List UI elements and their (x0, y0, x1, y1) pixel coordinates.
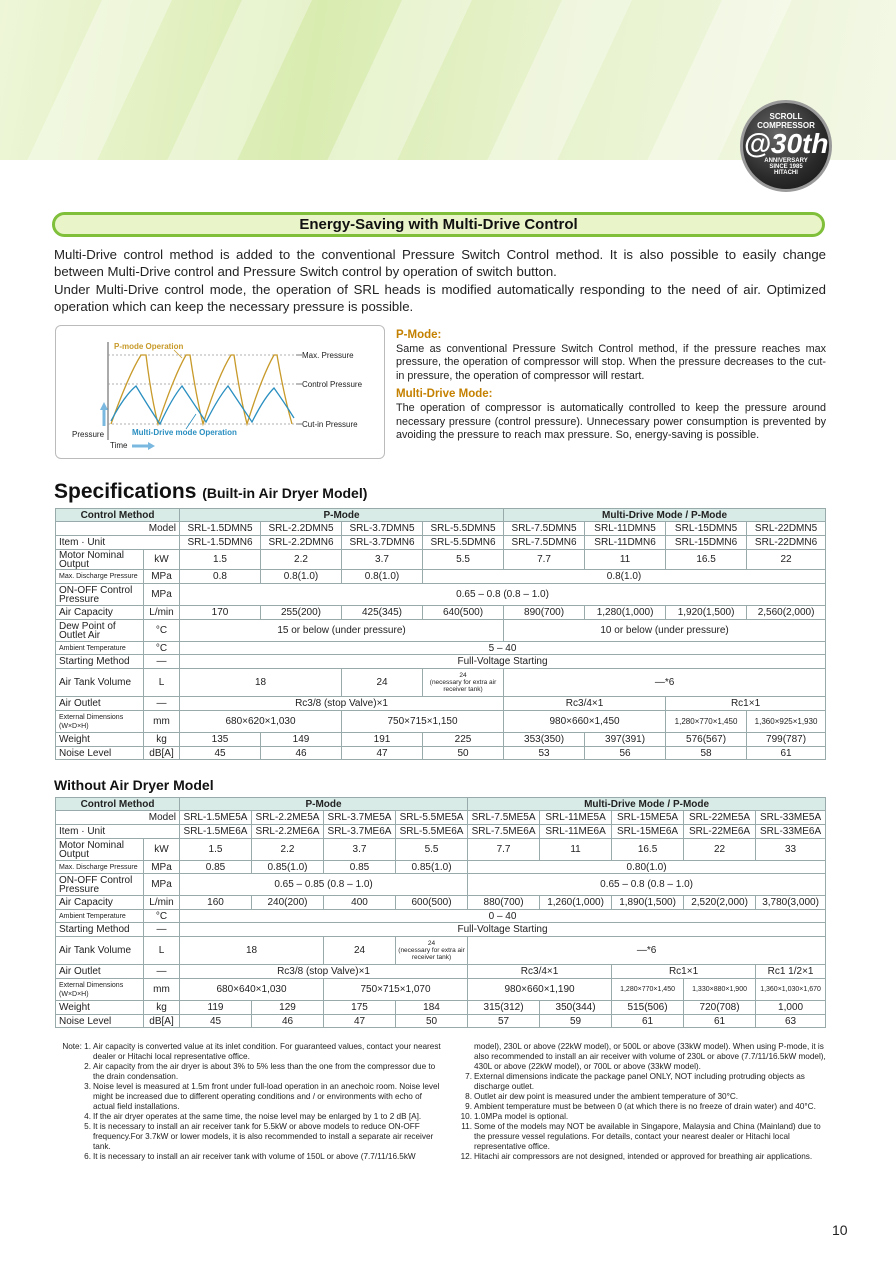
table-cell: SRL-1.5ME5A (180, 811, 252, 825)
spec-table-without-dryer (55, 797, 826, 1028)
mode-descriptions (396, 329, 826, 443)
table-cell: 750×715×1,150 (342, 711, 504, 733)
table-cell: 18 (180, 669, 342, 697)
note-item: 6. It is necessary to install an air receiver tank with volume of 150L or above (7.7/11/16.5kW (84, 1152, 416, 1161)
table-cell: Full-Voltage Starting (180, 923, 826, 937)
intro-text (54, 246, 826, 316)
table-cell: 16.5 (666, 550, 747, 570)
table-cell: 24 (necessary for extra air receiver tank) (396, 937, 468, 965)
table-cell: 680×640×1,030 (180, 979, 324, 1001)
table-cell: Item · Unit (56, 825, 180, 839)
table-cell: 1,890(1,500) (612, 896, 684, 910)
table-cell: 61 (612, 1015, 684, 1028)
table-row (56, 1015, 826, 1028)
table-cell: Rc3/4×1 (468, 965, 612, 979)
table-cell: Weight (56, 733, 144, 747)
table-cell: 10 or below (under pressure) (504, 620, 826, 642)
table-row (56, 811, 826, 825)
table-cell: kg (144, 733, 180, 747)
table-cell: SRL-5.5ME5A (396, 811, 468, 825)
notes-right (436, 1042, 826, 1162)
table-cell: SRL-22ME6A (684, 825, 756, 839)
table-cell: SRL-5.5ME6A (396, 825, 468, 839)
table-cell: 1,280(1,000) (585, 606, 666, 620)
table-cell: Noise Level (56, 747, 144, 760)
table-cell: 50 (396, 1015, 468, 1028)
table-row (56, 965, 826, 979)
table-cell: —*6 (504, 669, 826, 697)
table-row (56, 937, 826, 965)
table-cell: Rc3/8 (stop Valve)×1 (180, 965, 468, 979)
table-cell: SRL-7.5ME5A (468, 811, 540, 825)
table-row (56, 861, 826, 874)
note-item: model), 230L or above (22kW model), or 500L or above (33kW model). When using P-mode, it is also recommended to install an air receiver with volume of 230L or above (7.7/11/16.5kW model), 430L or above (22kW model), or 700L or above (33kW model). (474, 1042, 826, 1071)
table-row (56, 979, 826, 1001)
table-cell: L (144, 669, 180, 697)
table-cell: 720(708) (684, 1001, 756, 1015)
table-cell: 5 – 40 (180, 642, 826, 655)
table-cell: 170 (180, 606, 261, 620)
table-cell: Rc1 1/2×1 (756, 965, 826, 979)
table-cell: kg (144, 1001, 180, 1015)
table-row (56, 896, 826, 910)
table-cell: 2.2 (252, 839, 324, 861)
pmode-title: P-Mode: (396, 329, 442, 341)
note-item: 5. It is necessary to install an air receiver tank for 5.5kW or above models to reduce ON-OFF frequency.For 3.7kW or lower models, it is also recommended to install a separate air receiver tank. (84, 1122, 434, 1151)
table-cell: Noise Level (56, 1015, 144, 1028)
table-cell: 1,280×770×1,450 (612, 979, 684, 1001)
table-cell: MPa (144, 874, 180, 896)
table-row (56, 642, 826, 655)
table-cell: 640(500) (423, 606, 504, 620)
table-cell: SRL-2.2ME6A (252, 825, 324, 839)
table-cell: 890(700) (504, 606, 585, 620)
table-cell: Ambient Temperature (56, 910, 144, 923)
table-row (56, 669, 826, 697)
table-cell: dB[A] (144, 747, 180, 760)
table-row (56, 1001, 826, 1015)
table-cell: Air Outlet (56, 697, 144, 711)
table-cell: 0.65 – 0.85 (0.8 – 1.0) (180, 874, 468, 896)
table-cell: 255(200) (261, 606, 342, 620)
table-cell: SRL-3.7ME6A (324, 825, 396, 839)
table-cell: Dew Point of Outlet Air (56, 620, 144, 642)
cutin-pressure-label: Cut-in Pressure (302, 420, 358, 429)
table-cell: 0.65 – 0.8 (0.8 – 1.0) (180, 584, 826, 606)
table-row (56, 839, 826, 861)
table-row (56, 522, 826, 536)
table-cell: ON-OFF Control Pressure (56, 584, 144, 606)
table-cell: 1,360×925×1,930 (747, 711, 826, 733)
table-cell: SRL-11ME6A (540, 825, 612, 839)
table-cell: 119 (180, 1001, 252, 1015)
table-cell: SRL-7.5DMN5 (504, 522, 585, 536)
table-cell: 22 (684, 839, 756, 861)
table-cell: Item · Unit (56, 536, 180, 550)
table-cell: 184 (396, 1001, 468, 1015)
table-cell: Motor Nominal Output (56, 839, 144, 861)
table-cell: SRL-2.2ME5A (252, 811, 324, 825)
table-cell: 2.2 (261, 550, 342, 570)
table-cell: 33 (756, 839, 826, 861)
table-cell: 5.5 (423, 550, 504, 570)
table-cell: L/min (144, 606, 180, 620)
table-cell: 980×660×1,190 (468, 979, 612, 1001)
table-cell: mm (144, 711, 180, 733)
control-pressure-label: Control Pressure (302, 380, 363, 389)
table-cell: 225 (423, 733, 504, 747)
note-item: 9. Ambient temperature must be between 0 (at which there is no freeze of drain water) and 40°C. (465, 1102, 816, 1111)
table-row (56, 606, 826, 620)
table-cell: Motor Nominal Output (56, 550, 144, 570)
table-cell: Rc1×1 (612, 965, 756, 979)
table-cell: 63 (756, 1015, 826, 1028)
note-item: 12. Hitachi air compressors are not designed, intended or approved for breathing air applications. (460, 1152, 813, 1161)
table-row (56, 910, 826, 923)
note-item: 7. External dimensions indicate the package panel ONLY, NOT including protruding objects as discharge outlet. (465, 1072, 805, 1091)
table-cell: kW (144, 839, 180, 861)
table-cell: Control Method (56, 798, 180, 811)
table-cell: 24 (necessary for extra air receiver tank) (423, 669, 504, 697)
table-cell: 46 (252, 1015, 324, 1028)
table-cell: 59 (540, 1015, 612, 1028)
table-cell: 315(312) (468, 1001, 540, 1015)
table-cell: 61 (684, 1015, 756, 1028)
table-cell: 0.65 – 0.8 (0.8 – 1.0) (468, 874, 826, 896)
multidrive-text: The operation of compressor is automatically controlled to keep the pressure around necessary pressure (control pressure). Unnecessary power consumption is prevented by avoiding the pressure to reach max pressure. So, energy-saving is possible. (396, 401, 826, 442)
table-cell: SRL-3.7DMN6 (342, 536, 423, 550)
pressure-graph (55, 325, 385, 459)
table-cell: 1.5 (180, 550, 261, 570)
table-row (56, 570, 826, 584)
table-cell: SRL-33ME6A (756, 825, 826, 839)
time-axis-label: Time (110, 441, 128, 450)
table-cell: Air Capacity (56, 606, 144, 620)
table-cell: mm (144, 979, 180, 1001)
table-cell: 18 (180, 937, 324, 965)
table-cell: 880(700) (468, 896, 540, 910)
table-cell: 1,260(1,000) (540, 896, 612, 910)
table-cell: Rc3/8 (stop Valve)×1 (180, 697, 504, 711)
table-cell: SRL-3.7ME5A (324, 811, 396, 825)
table-cell: SRL-2.2DMN5 (261, 522, 342, 536)
spec-table-built-in-dryer (55, 508, 826, 760)
table-cell: SRL-15DMN5 (666, 522, 747, 536)
table-cell: SRL-1.5DMN6 (180, 536, 261, 550)
table-cell: 0.8(1.0) (423, 570, 826, 584)
table-cell: 45 (180, 1015, 252, 1028)
table-cell: Air Tank Volume (56, 669, 144, 697)
table-cell: 0.8(1.0) (342, 570, 423, 584)
pmode-operation-label: P-mode Operation (114, 342, 184, 351)
table-cell: SRL-5.5DMN5 (423, 522, 504, 536)
table-cell: 680×620×1,030 (180, 711, 342, 733)
table-cell: Full-Voltage Starting (180, 655, 826, 669)
pmode-text: Same as conventional Pressure Switch Control method, if the pressure reaches max pressure, the operation of compressor will stop. When the pressure decreases to the cut-in pressure, the operation of compressor will restart. (396, 342, 826, 382)
table-cell: Air Outlet (56, 965, 144, 979)
table-cell: SRL-1.5ME6A (180, 825, 252, 839)
table-cell: °C (144, 910, 180, 923)
table-cell: Ambient Temperature (56, 642, 144, 655)
table-cell: Rc1×1 (666, 697, 826, 711)
notes-left (55, 1042, 445, 1162)
table-cell: SRL-3.7DMN5 (342, 522, 423, 536)
table-cell: SRL-22DMN5 (747, 522, 826, 536)
table-cell: Model (56, 522, 180, 536)
table-row (56, 550, 826, 570)
intro-paragraph-1: Multi-Drive control method is added to the conventional Pressure Switch Control method. It is also possible to easily change between Multi-Drive control and Pressure Switch control by operation of switch button. (54, 247, 826, 280)
note-item: 10. 1.0MPa model is optional. (460, 1112, 569, 1121)
table-row (56, 825, 826, 839)
table-row (56, 509, 826, 522)
table-row (56, 798, 826, 811)
table-cell: SRL-22DMN6 (747, 536, 826, 550)
table-cell: Multi-Drive Mode / P-Mode (504, 509, 826, 522)
note-item: 2. Air capacity from the air dryer is about 3% to 5% less than the one from the compressor due to the drain condensation. (84, 1062, 436, 1081)
table-cell: 11 (585, 550, 666, 570)
table-cell: 0.85 (324, 861, 396, 874)
table-row (56, 874, 826, 896)
table-cell: Max. Discharge Pressure (56, 861, 144, 874)
table-cell: 5.5 (396, 839, 468, 861)
table-row (56, 536, 826, 550)
table-cell: 0.8 (180, 570, 261, 584)
table-cell: 1,280×770×1,450 (666, 711, 747, 733)
table-cell: SRL-11DMN5 (585, 522, 666, 536)
table-cell: External Dimensions (W×D×H) (56, 979, 144, 1001)
table-cell: 175 (324, 1001, 396, 1015)
table-cell: 425(345) (342, 606, 423, 620)
table-cell: Starting Method (56, 923, 144, 937)
table-cell: 3,780(3,000) (756, 896, 826, 910)
table-cell: 515(506) (612, 1001, 684, 1015)
table-cell: 353(350) (504, 733, 585, 747)
table-cell: °C (144, 620, 180, 642)
table-cell: Max. Discharge Pressure (56, 570, 144, 584)
table-cell: Starting Method (56, 655, 144, 669)
table-cell: 61 (747, 747, 826, 760)
table-cell: 240(200) (252, 896, 324, 910)
table-cell: 980×660×1,450 (504, 711, 666, 733)
table-cell: 397(391) (585, 733, 666, 747)
table-cell: SRL-15ME6A (612, 825, 684, 839)
table-cell: Weight (56, 1001, 144, 1015)
page-number: 10 (832, 1222, 848, 1238)
table-cell: SRL-33ME5A (756, 811, 826, 825)
table-cell: —*6 (468, 937, 826, 965)
table-cell: Air Tank Volume (56, 937, 144, 965)
table-cell: Rc3/4×1 (504, 697, 666, 711)
table-cell: 50 (423, 747, 504, 760)
table-cell: P-Mode (180, 798, 468, 811)
table-cell: 576(567) (666, 733, 747, 747)
table-cell: 1,000 (756, 1001, 826, 1015)
table-cell: 7.7 (468, 839, 540, 861)
note-item: 4. If the air dryer operates at the same time, the noise level may be enlarged by 1 to 2 dB [A]. (84, 1112, 422, 1121)
table-cell: 0 – 40 (180, 910, 826, 923)
table-cell: External Dimensions (W×D×H) (56, 711, 144, 733)
table-cell: 0.8(1.0) (261, 570, 342, 584)
table-cell: 799(787) (747, 733, 826, 747)
note-item: 3. Noise level is measured at 1.5m front under full-load operation in an anechoic room. Noise level might be increased due to different operating conditions and / or environments with echo of actual field installations. (84, 1082, 440, 1111)
table-cell: 0.85 (180, 861, 252, 874)
table-cell: 400 (324, 896, 396, 910)
table-cell: SRL-1.5DMN5 (180, 522, 261, 536)
table-cell: 3.7 (342, 550, 423, 570)
table-row (56, 733, 826, 747)
table-cell: 15 or below (under pressure) (180, 620, 504, 642)
table-cell: — (144, 697, 180, 711)
table-cell: 57 (468, 1015, 540, 1028)
table-cell: MPa (144, 570, 180, 584)
table-cell: Control Method (56, 509, 180, 522)
table-cell: 350(344) (540, 1001, 612, 1015)
table-cell: kW (144, 550, 180, 570)
table-cell: 46 (261, 747, 342, 760)
table-cell: SRL-2.2DMN6 (261, 536, 342, 550)
table-cell: L/min (144, 896, 180, 910)
table-cell: °C (144, 642, 180, 655)
table-cell: Multi-Drive Mode / P-Mode (468, 798, 826, 811)
table-cell: 7.7 (504, 550, 585, 570)
table-cell: MPa (144, 861, 180, 874)
table-cell: 3.7 (324, 839, 396, 861)
table-cell: 45 (180, 747, 261, 760)
max-pressure-label: Max. Pressure (302, 351, 354, 360)
table-row (56, 747, 826, 760)
table-cell: 1,920(1,500) (666, 606, 747, 620)
specifications-heading: Specifications (Built-in Air Dryer Model) (54, 480, 368, 503)
table-cell: 53 (504, 747, 585, 760)
table-cell: 2,560(2,000) (747, 606, 826, 620)
table-cell: 2,520(2,000) (684, 896, 756, 910)
table-cell: 1.5 (180, 839, 252, 861)
table-cell: SRL-5.5DMN6 (423, 536, 504, 550)
note-item: Note: 1. Air capacity is converted value at its inlet condition. For guaranteed values, contact your nearest dealer or Hitachi local representative office. (62, 1042, 441, 1061)
table-cell: — (144, 923, 180, 937)
table-cell: 600(500) (396, 896, 468, 910)
table-row (56, 923, 826, 937)
table-cell: 58 (666, 747, 747, 760)
table-cell: dB[A] (144, 1015, 180, 1028)
table-cell: SRL-15ME5A (612, 811, 684, 825)
table-cell: 11 (540, 839, 612, 861)
table-cell: P-Mode (180, 509, 504, 522)
table-cell: 16.5 (612, 839, 684, 861)
table-cell: 160 (180, 896, 252, 910)
table-cell: SRL-11DMN6 (585, 536, 666, 550)
table-cell: 47 (342, 747, 423, 760)
table-cell: SRL-7.5ME6A (468, 825, 540, 839)
table-cell: 1,330×880×1,900 (684, 979, 756, 1001)
table-cell: 47 (324, 1015, 396, 1028)
table-cell: 24 (342, 669, 423, 697)
table-cell: 22 (747, 550, 826, 570)
multidrive-operation-label: Multi-Drive mode Operation (132, 428, 237, 437)
multidrive-curve (111, 386, 294, 424)
table-cell: 0.80(1.0) (468, 861, 826, 874)
table-row (56, 697, 826, 711)
table-row (56, 584, 826, 606)
table-cell: — (144, 655, 180, 669)
table-cell: 750×715×1,070 (324, 979, 468, 1001)
table-cell: SRL-22ME5A (684, 811, 756, 825)
table-cell: — (144, 965, 180, 979)
table-row (56, 620, 826, 642)
section-title: Energy-Saving with Multi-Drive Control (52, 212, 825, 237)
table-cell: 0.85(1.0) (252, 861, 324, 874)
table-cell: Air Capacity (56, 896, 144, 910)
table-cell: 56 (585, 747, 666, 760)
pressure-axis-label: Pressure (72, 430, 105, 439)
table-cell: L (144, 937, 180, 965)
table-cell: 24 (324, 937, 396, 965)
table-row (56, 711, 826, 733)
without-dryer-heading: Without Air Dryer Model (54, 777, 214, 793)
table-cell: SRL-11ME5A (540, 811, 612, 825)
table-row (56, 655, 826, 669)
note-item: 11. Some of the models may NOT be available in Singapore, Malaysia and China (Mainland) due to the pressure vessel regulations. For details, contact your nearest dealer or Hitachi local representative office. (461, 1122, 821, 1151)
table-cell: SRL-15DMN6 (666, 536, 747, 550)
table-cell: Model (56, 811, 180, 825)
table-cell: ON-OFF Control Pressure (56, 874, 144, 896)
intro-paragraph-2: Under Multi-Drive control mode, the operation of SRL heads is modified automatically responding to the need of air. Optimized operation which can keep the necessary pressure is possible. (54, 281, 826, 315)
multidrive-title: Multi-Drive Mode: (396, 388, 493, 401)
table-cell: 149 (261, 733, 342, 747)
table-cell: 129 (252, 1001, 324, 1015)
table-cell: 135 (180, 733, 261, 747)
table-cell: MPa (144, 584, 180, 606)
table-cell: 1,360×1,030×1,670 (756, 979, 826, 1001)
anniversary-badge: SCROLL COMPRESSOR @30th ANNIVERSARY SINCE 1985 HITACHI (740, 100, 832, 192)
table-cell: SRL-7.5DMN6 (504, 536, 585, 550)
table-cell: 0.85(1.0) (396, 861, 468, 874)
pressure-graph-svg (56, 326, 386, 460)
table-cell: 191 (342, 733, 423, 747)
note-item: 8. Outlet air dew point is measured under the ambient temperature of 30°C. (465, 1092, 739, 1101)
